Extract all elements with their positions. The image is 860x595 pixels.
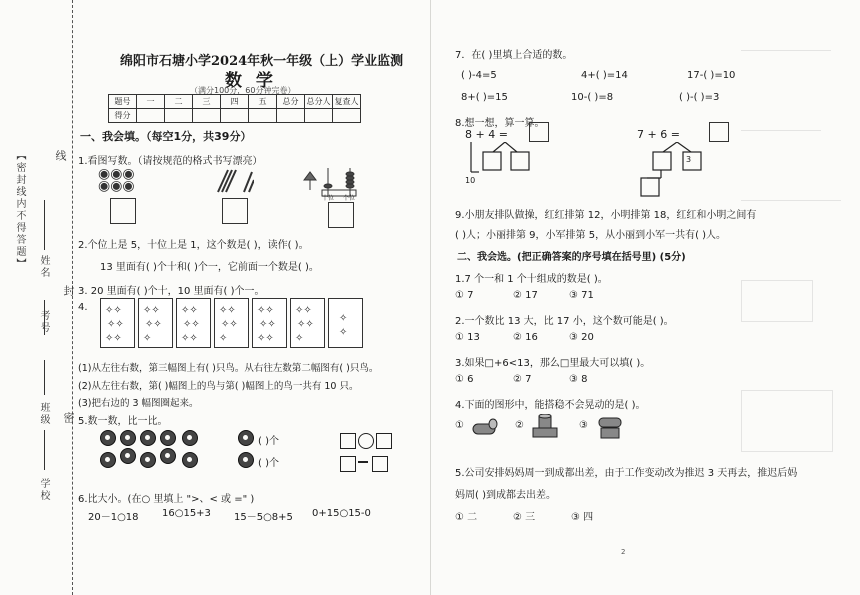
bird-icon: ✧✧ [297, 319, 314, 330]
faint-box [741, 280, 813, 322]
score-head: 复查人 [333, 95, 361, 109]
score-cell[interactable] [305, 109, 333, 123]
cylinder-on-box-icon [595, 414, 625, 444]
score-cell[interactable] [221, 109, 249, 123]
volleyball-icon [100, 430, 116, 446]
s2-q4-option-1[interactable]: ① [455, 420, 464, 431]
faint-box [741, 390, 833, 452]
s2-q2-text: 2.一个数比 13 大，比 17 小，这个数可能是( )。 [455, 316, 674, 327]
bird-icon: ✧✧ [105, 305, 122, 316]
q6-item-2[interactable]: 16○15+3 [162, 508, 211, 519]
q4-part1: (1)从左往右数，第三幅图上有( )只鸟。从右往左数第二幅图有( )只鸟。 [78, 363, 379, 374]
volleyball-icon [160, 430, 176, 446]
s2-q4-option-2[interactable]: ② [515, 420, 524, 431]
bird-icon: ✧ [339, 327, 348, 338]
minus-sign-icon [358, 461, 368, 463]
q6-item-4[interactable]: 0+15○15-0 [312, 508, 371, 519]
volleyball-icon [140, 452, 156, 468]
q5-text: 5.数一数，比一比。 [78, 416, 168, 427]
q7-eq-5[interactable]: 10-( )=8 [571, 92, 614, 103]
faint-rule [741, 200, 841, 201]
bird-icon: ✧✧ [257, 305, 274, 316]
q2-line2: 13 里面有( )个十和( )个一，它前面一个数是( )。 [100, 262, 319, 273]
s2-q1-option-2[interactable]: ② 17 [513, 290, 538, 301]
q4-part3: (3)把右边的 3 幅图圈起来。 [78, 398, 199, 409]
soccer-ball-icon [100, 452, 116, 468]
page-number: 2 [621, 548, 626, 556]
q8-right-equation: 7 + 6 = [637, 128, 680, 141]
bird-icon: ✧✧ [221, 319, 238, 330]
subject-title: 数 学 [225, 71, 277, 91]
apples-picture-icon: ◉◉◉ ◉◉◉ [98, 166, 135, 194]
binding-margin [0, 0, 73, 595]
bird-icon: ✧ [339, 313, 348, 324]
compare-circle[interactable] [358, 433, 374, 449]
score-head: 二 [165, 95, 193, 109]
q6-item-3[interactable]: 15－5○8+5 [234, 512, 293, 523]
bird-card-6 [290, 298, 325, 348]
volleyball-icon [120, 430, 136, 446]
answer-box[interactable] [340, 456, 356, 472]
school-line [44, 430, 45, 470]
bird-icon: ✧ [219, 333, 228, 344]
q1-text: 1.看图写数。（请按规范的格式书写漂亮） [78, 156, 263, 167]
score-row-label: 得分 [109, 109, 137, 123]
score-table-header-row [109, 95, 361, 109]
soccer-ball-icon [120, 448, 136, 464]
bird-icon: ✧✧ [145, 319, 162, 330]
bird-icon: ✧✧ [107, 319, 124, 330]
abacus-tens-label: 十位 [322, 195, 335, 202]
bird-icon: ✧✧ [181, 333, 198, 344]
q9-line2: ( )人；小丽排第 9，小军排第 5，从小丽到小军一共有( )人。 [455, 230, 727, 241]
q8-three-label: 3 [686, 155, 692, 164]
bird-card-4 [214, 298, 249, 348]
abacus-icon [300, 166, 380, 206]
bleed-through-area [731, 20, 851, 540]
s2-q2-option-1[interactable]: ① 13 [455, 332, 480, 343]
bird-icon: ✧✧ [183, 319, 200, 330]
score-cell[interactable] [165, 109, 193, 123]
stick-bundle-icon [214, 168, 254, 194]
name-line [44, 200, 45, 250]
q9-line1: 9.小朋友排队做操，红红排第 12，小明排第 18，红红和小明之间有 [455, 210, 757, 221]
bird-icon: ✧✧ [105, 333, 122, 344]
score-head: 五 [249, 95, 277, 109]
score-table [108, 94, 361, 123]
s2-q4-text: 4.下面的图形中，能搭稳不会晃动的是( )。 [455, 400, 646, 411]
q6-item-1[interactable]: 20－1○18 [88, 512, 139, 523]
answer-grid-box[interactable] [328, 202, 354, 228]
s2-q1-option-3[interactable]: ③ 71 [569, 290, 594, 301]
class-line [44, 360, 45, 395]
q3-text: 3. 20 里面有( )个十，10 里面有( )个一。 [78, 286, 265, 297]
bird-card-5 [252, 298, 287, 348]
bird-card-3 [176, 298, 211, 348]
right-page [431, 0, 860, 595]
s2-q1-text: 1.7 个一和 1 个十组成的数是( )。 [455, 274, 608, 285]
s2-q3-option-2[interactable]: ② 7 [513, 374, 532, 385]
q8-left-equation: 8 + 4 = [465, 128, 508, 141]
binding-class: 班级 [38, 402, 49, 426]
section2-title: 二、我会选。(把正确答案的序号填在括号里) (5分) [457, 252, 686, 263]
q8-text: 8.想一想，算一算。 [455, 118, 545, 129]
score-head: 四 [221, 95, 249, 109]
s2-q2-option-2[interactable]: ② 16 [513, 332, 538, 343]
abacus-ones-label: 个位 [343, 195, 356, 202]
soccer-ball-icon [160, 448, 176, 464]
score-head: 一 [137, 95, 165, 109]
score-cell[interactable] [277, 109, 305, 123]
binding-exam-no: 考号 [38, 310, 49, 334]
bird-card-1 [100, 298, 135, 348]
q5-count-soccer: ( )个 [258, 458, 279, 469]
binding-line-label: 线 [54, 150, 67, 163]
q7-eq-3[interactable]: 17-( )=10 [687, 70, 736, 81]
s2-q3-option-1[interactable]: ① 6 [455, 374, 474, 385]
stacked-cylinder-icon [531, 414, 561, 444]
cylinder-on-side-icon [471, 416, 501, 442]
bird-icon: ✧✧ [219, 305, 236, 316]
answer-box[interactable] [529, 122, 549, 142]
faint-rule [741, 130, 821, 131]
s2-q2-option-3[interactable]: ③ 20 [569, 332, 594, 343]
faint-rule [741, 50, 831, 51]
binding-warning: 【密封线内不得答题】 [14, 150, 25, 270]
score-cell[interactable] [137, 109, 165, 123]
score-head: 总分人 [305, 95, 333, 109]
exam-note: （满分100分，60分钟完卷） [190, 86, 296, 95]
s2-q5-option-3[interactable]: ③ 四 [571, 512, 594, 523]
s2-q4-option-3[interactable]: ③ [579, 420, 588, 431]
q7-eq-2[interactable]: 4+( )=14 [581, 70, 628, 81]
s2-q5-line2: 妈周( )到成都去出差。 [455, 490, 556, 501]
bird-icon: ✧✧ [143, 305, 160, 316]
q6-text: 6.比大小。(在○ 里填上 ">、< 或 =" ) [78, 494, 255, 505]
compare-square [340, 433, 356, 449]
binding-seal2: 密 [62, 412, 75, 425]
binding-name: 姓名 [38, 255, 49, 279]
answer-grid-box[interactable] [110, 198, 136, 224]
soccer-ball-icon [182, 452, 198, 468]
answer-grid-box[interactable] [222, 198, 248, 224]
q7-eq-4[interactable]: 8+( )=15 [461, 92, 508, 103]
bird-card-2 [138, 298, 173, 348]
section1-title: 一、我会填。（每空1分，共39分） [80, 130, 252, 143]
s2-q5-option-1[interactable]: ① 二 [455, 512, 478, 523]
binding-seal: 封 [62, 285, 75, 298]
volleyball-icon [238, 430, 254, 446]
q7-eq-6[interactable]: ( )-( )=3 [679, 92, 720, 103]
bird-icon: ✧✧ [181, 305, 198, 316]
q4-part2: (2)从左往右数，第( )幅图上的鸟与第( )幅图上的鸟一共有 10 只。 [78, 381, 359, 392]
soccer-ball-icon [140, 430, 156, 446]
s2-q3-option-3[interactable]: ③ 8 [569, 374, 588, 385]
q8-left-split-diagram [465, 142, 585, 201]
bird-icon: ✧✧ [295, 305, 312, 316]
q8-ten-label: 10 [465, 176, 476, 185]
score-cell[interactable] [249, 109, 277, 123]
bird-icon: ✧ [295, 333, 304, 344]
q7-eq-1[interactable]: ( )-4=5 [461, 70, 497, 81]
q2-line1: 2.个位上是 5，十位上是 1，这个数是( )，读作( )。 [78, 240, 309, 251]
score-head: 总分 [277, 95, 305, 109]
compare-square [376, 433, 392, 449]
school-title: 绵阳市石塘小学2024年秋一年级（上）学业监测 [120, 54, 404, 69]
bird-icon: ✧✧ [259, 319, 276, 330]
q4-label: 4. [78, 302, 88, 313]
q7-text: 7．在( )里填上合适的数。 [455, 50, 573, 61]
score-cell[interactable] [333, 109, 361, 123]
answer-box[interactable] [709, 122, 729, 142]
score-cell[interactable] [193, 109, 221, 123]
score-head: 题号 [109, 95, 137, 109]
answer-box[interactable] [372, 456, 388, 472]
score-head: 三 [193, 95, 221, 109]
soccer-ball-icon [238, 452, 254, 468]
q5-count-volleyball: ( )个 [258, 436, 279, 447]
s2-q1-option-1[interactable]: ① 7 [455, 290, 474, 301]
soccer-ball-icon [182, 430, 198, 446]
s2-q5-line1: 5.公司安排妈妈周一到成都出差，由于工作变动改为推迟 3 天再去，推迟后妈 [455, 468, 798, 479]
bird-card-7 [328, 298, 363, 348]
s2-q5-option-2[interactable]: ② 三 [513, 512, 536, 523]
s2-q3-text: 3.如果□+6<13，那么□里最大可以填( )。 [455, 358, 651, 369]
score-table-score-row [109, 109, 361, 123]
bird-icon: ✧✧ [257, 333, 274, 344]
binding-school: 学校 [38, 478, 49, 502]
bird-icon: ✧ [143, 333, 152, 344]
